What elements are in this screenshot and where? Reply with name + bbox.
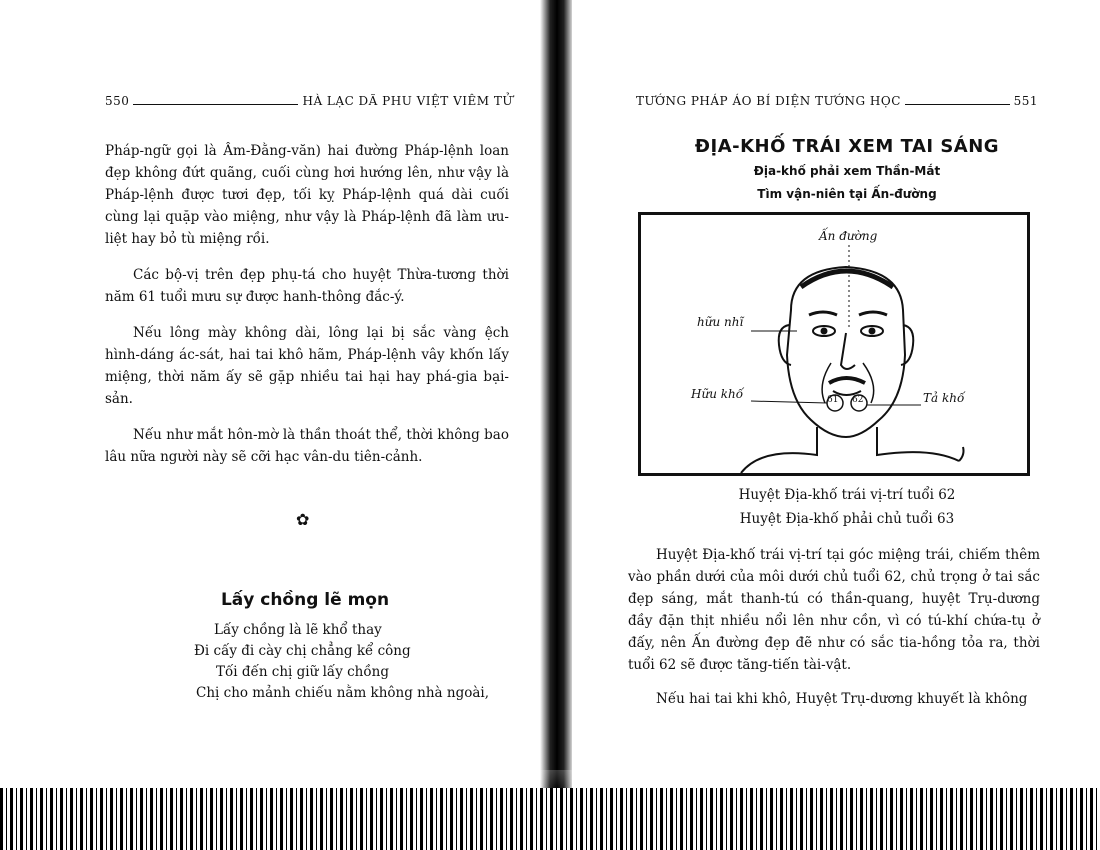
poem-title: Lấy chồng lẽ mọn xyxy=(220,590,390,610)
figure-caption: Huyệt Địa-khố trái vị-trí tuổi 62 xyxy=(738,487,956,503)
left-body-text xyxy=(105,140,509,482)
right-pupil xyxy=(870,329,875,334)
head-outline xyxy=(787,267,905,437)
poem-line: Đi cấy đi cày chị chẳng kể công xyxy=(194,643,411,659)
left-shoulder xyxy=(741,427,817,473)
header-rule xyxy=(133,104,298,105)
right-page-number: 551 xyxy=(1013,94,1038,108)
right-running-title: TƯỚNG PHÁP ÁO BÍ DIỆN TƯỚNG HỌC xyxy=(636,94,901,108)
poem-line: Tối đến chị giữ lấy chồng xyxy=(216,664,389,680)
subtitle: Tìm vận-niên tại Ấn-đường xyxy=(757,187,937,201)
left-pupil xyxy=(822,329,827,334)
nose xyxy=(841,333,855,369)
figure-caption: Huyệt Địa-khố phải chủ tuổi 63 xyxy=(739,511,955,527)
face-drawing xyxy=(641,215,1027,473)
right-page xyxy=(572,0,1100,850)
label-huu-nhi: hữu nhĩ xyxy=(697,315,744,329)
header-rule xyxy=(905,104,1010,105)
left-running-title: HÀ LẠC DÃ PHU VIỆT VIÊM TỬ xyxy=(302,94,513,108)
paragraph: Các bộ-vị trên đẹp phụ-tá cho huyệt Thừa-tương thời năm 61 tuổi mưu sự được hanh-thông đắc-ý. xyxy=(105,267,509,305)
right-brow xyxy=(859,312,887,315)
label-an-duong: Ấn đường xyxy=(819,229,878,243)
face-diagram xyxy=(638,212,1030,476)
pointer-left-chin xyxy=(751,401,827,403)
label-61: 61 xyxy=(827,395,839,405)
paragraph: Nếu lông mày không dài, lông lại bị sắc vàng ệch hình-dáng ác-sát, hai tai khô hãm, Pháp-lệnh vây khốn lấy miệng, thời năm ấy sẽ gặp nhiều tai hại hay phá-gia bại-sản. xyxy=(105,325,509,407)
right-body-text xyxy=(628,544,1040,722)
label-62: 62 xyxy=(852,395,864,405)
paragraph: Pháp-ngữ gọi là Âm-Đằng-văn) hai đường Pháp-lệnh loan đẹp không đứt quãng, cuối cùng hơi hướng lên, như vậy là Pháp-lệnh được tươi đẹp, tối kỵ Pháp-lệnh quá dài cuối cùng lại quặp vào miệng, như vậy là Pháp-lệnh đã làm ưu-liệt hay bỏ tù miệng rồi. xyxy=(105,143,509,247)
subtitle: Địa-khố phải xem Thần-Mắt xyxy=(753,164,941,178)
left-page-number: 550 xyxy=(105,94,130,108)
poem xyxy=(192,620,522,704)
label-huu-kho: Hữu khố xyxy=(691,387,744,401)
right-ear xyxy=(901,325,913,365)
poem-line: Lấy chồng là lẽ khổ thay xyxy=(214,622,382,638)
label-ta-kho: Tả khố xyxy=(923,391,965,405)
left-brow xyxy=(809,312,837,315)
shoulder-tip xyxy=(959,447,964,461)
paragraph: Nếu như mắt hôn-mờ là thần thoát thể, thời không bao lâu nữa người này sẽ cỡi hạc vân-du tiên-cảnh. xyxy=(105,427,509,465)
right-shoulder xyxy=(877,427,959,461)
right-running-head xyxy=(636,94,1038,108)
book-gutter xyxy=(540,0,574,850)
paragraph: Nếu hai tai khi khô, Huyệt Trụ-dương khuyết là không xyxy=(656,691,1028,707)
chapter-title: ĐỊA-KHỐ TRÁI XEM TAI SÁNG xyxy=(694,136,1000,157)
paragraph: Huyệt Địa-khố trái vị-trí tại góc miệng trái, chiếm thêm vào phần dưới của môi dưới chủ tuổi 62, chủ trọng ở tai sắc đẹp sáng, mắt thanh-tú có thần-quang, huyệt Trụ-dương đầy đặn thịt nhiều nổi lên như cồn, vì có tú-khí chứa-tụ ở đấy, nên Ấn đường đẹp đẽ như có sắc tia-hồng tỏa ra, thời tuổi 62 sẽ được tăng-tiến tài-vật. xyxy=(628,547,1040,673)
flower-ornament-icon: ✿ xyxy=(296,510,310,529)
moustache xyxy=(829,378,865,383)
scan-fade xyxy=(0,770,1100,790)
left-running-head xyxy=(105,94,513,108)
scan-artifact-stripes xyxy=(0,788,1100,850)
poem-line: Chị cho mảnh chiếu nằm không nhà ngoài, xyxy=(196,685,490,701)
left-page xyxy=(0,0,548,850)
